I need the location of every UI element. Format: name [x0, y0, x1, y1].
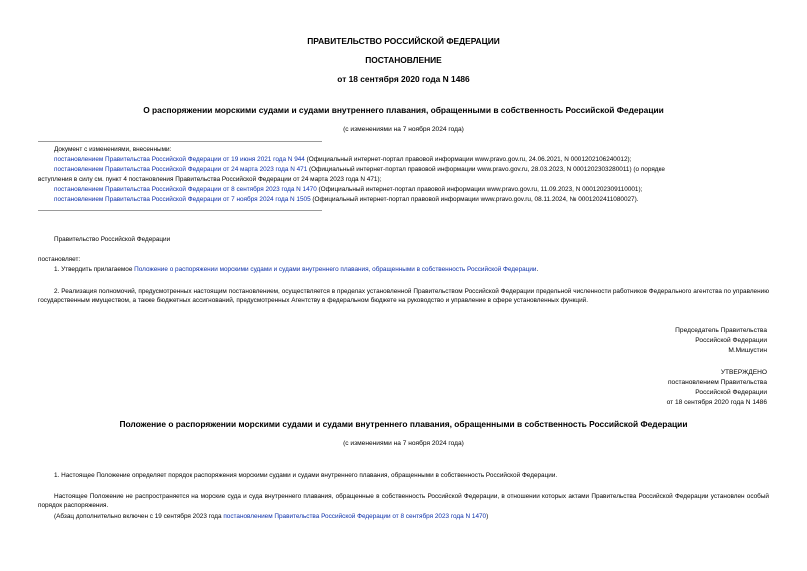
amendment-link[interactable]: постановлением Правительства Российской Федерации от 19 июня 2021 года N 944	[54, 156, 305, 163]
approval-by: постановлением Правительства	[667, 379, 767, 386]
amendment-text: (Официальный интернет-портал правовой информации www.pravo.gov.ru, 08.11.2024, № 0001202411080027).	[310, 196, 639, 203]
amendments-intro: Документ с изменениями, внесенными:	[54, 146, 172, 153]
signature-name: М.Мишустин	[728, 347, 767, 354]
paragraph-2: 2. Реализация полномочий, предусмотренных настоящим постановлением, осуществляется в пределах установленной Правительством Российской Федерации предельной численности работников Федерального агентства по управлению государственным имуществом, а также бюджетных ассигнований, предусмотренных Агентству в федеральном бюджете на руководство и управление в сфере установленных функций.	[38, 288, 769, 304]
resolves-line: постановляет:	[38, 256, 81, 263]
amendment-item	[54, 166, 665, 174]
amendment-text: (Официальный интернет-портал правовой информации www.pravo.gov.ru, 28.03.2023, N 0001202303280011) (о порядке	[307, 166, 665, 173]
regulation-paragraph-2: Настоящее Положение не распространяется на морские суда и суда внутреннего плавания, обращенные в собственность Российской Федерации, в отношении которых актами Правительства Российской Федерации установлен особый порядок распоряжения.	[38, 493, 769, 509]
amendment-link[interactable]: постановлением Правительства Российской Федерации от 7 ноября 2024 года N 1505	[54, 196, 311, 203]
approval-date: от 18 сентября 2020 года N 1486	[666, 399, 767, 406]
amended-note: (с изменениями на 7 ноября 2024 года)	[343, 126, 464, 133]
amendment-text: (Официальный интернет-портал правовой информации www.pravo.gov.ru, 11.09.2023, N 0001202309110001);	[316, 186, 643, 193]
amendment-link[interactable]: постановлением Правительства Российской Федерации от 8 сентября 2023 года N 1470	[54, 186, 317, 193]
document-date: от 18 сентября 2020 года N 1486	[337, 74, 470, 84]
amendment-item	[54, 196, 639, 204]
amendment-item	[54, 186, 642, 194]
divider-top	[38, 141, 322, 142]
amendment-item-continuation: вступления в силу см. пункт 4 постановления Правительства Российской Федерации от 24 марта 2023 года N 471);	[38, 176, 382, 183]
paragraph-1-prefix: 1. Утвердить прилагаемое	[54, 266, 135, 273]
government-line: Правительство Российской Федерации	[54, 236, 171, 243]
approval-org: Российской Федерации	[695, 389, 767, 396]
regulation-paragraph-1: 1. Настоящее Положение определяет порядок распоряжения морскими судами и судами внутреннего плавания, обращенными в собственность Российской Федерации.	[54, 472, 558, 479]
regulation-amended-note: (с изменениями на 7 ноября 2024 года)	[343, 440, 464, 447]
document-title: О распоряжении морскими судами и судами внутреннего плавания, обращенными в собственность Российской Федерации	[143, 105, 664, 115]
signature-org: Российской Федерации	[695, 337, 767, 344]
regulation-note-prefix: (Абзац дополнительно включен с 19 сентября 2023 года	[54, 513, 224, 520]
approval-stamp: УТВЕРЖДЕНО	[720, 369, 767, 376]
amendment-item	[54, 156, 631, 164]
regulation-title: Положение о распоряжении морскими судами и судами внутреннего плавания, обращенными в собственность Российской Федерации	[119, 419, 688, 429]
regulation-note-link[interactable]: постановлением Правительства Российской Федерации от 8 сентября 2023 года N 1470	[223, 513, 487, 520]
document-type: ПОСТАНОВЛЕНИЕ	[365, 55, 442, 65]
amendment-text: (Официальный интернет-портал правовой информации www.pravo.gov.ru, 24.06.2021, N 0001202106240012);	[304, 156, 632, 163]
divider-bottom	[38, 210, 322, 211]
approval-block	[667, 368, 767, 408]
signature-block	[675, 326, 767, 356]
amendment-link[interactable]: постановлением Правительства Российской Федерации от 24 марта 2023 года N 471	[54, 166, 308, 173]
paragraph-1	[54, 266, 538, 274]
signature-position: Председатель Правительства	[675, 327, 767, 334]
regulation-note-suffix: )	[486, 513, 489, 520]
paragraph-1-suffix: .	[536, 266, 539, 273]
government-heading: ПРАВИТЕЛЬСТВО РОССИЙСКОЙ ФЕДЕРАЦИИ	[307, 36, 500, 46]
regulation-note	[54, 513, 488, 521]
regulation-link[interactable]: Положение о распоряжении морскими судами и судами внутреннего плавания, обращенными в собственность Российской Федерации	[134, 266, 537, 273]
